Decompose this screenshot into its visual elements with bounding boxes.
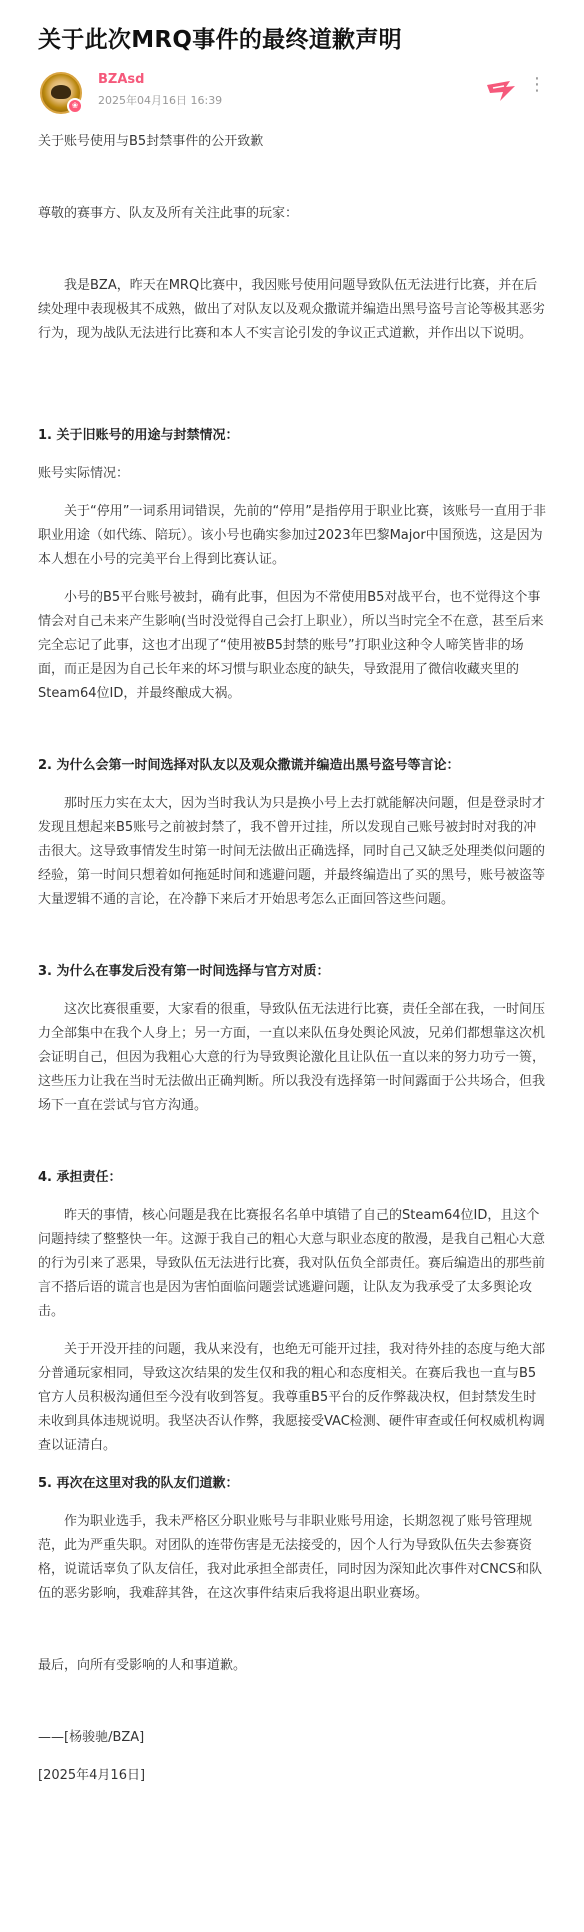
post-date: 2025年04月16日 16:39: [98, 94, 223, 107]
signature: ——[杨骏驰/BZA]: [38, 1730, 145, 1745]
section-2-title: 2. 为什么会第一时间选择对队友以及观众撒谎并编造出黑号盗号等言论：: [38, 758, 460, 773]
author-bar: [38, 70, 546, 130]
section-4-title: 4. 承担责任：: [38, 1170, 122, 1185]
section-2-paragraph-1: 那时压力实在太大，因为当时我认为只是换小号上去打就能解决问题，但是登录时才发现且想起来B5账号之前被封禁了，我不曾开过挂，所以发现自己账号被封时对我的冲击很大。这导致事情发生时第一时间无法做出正确选择，同时自己又缺乏处理类似问题的经验，第一时间只想着如何拖延时间和逃避问题，并最终编造出了买的黑号，账号被盗等大量逻辑不通的言论，在冷静下来后才开始思考怎么正面回答这些问题。: [38, 796, 546, 907]
signature-date: [2025年4月16日]: [38, 1768, 146, 1783]
article-body: [38, 130, 546, 1788]
avatar-badge-icon: ❀: [67, 98, 83, 114]
author-name[interactable]: BZAsd: [98, 72, 145, 87]
section-1-subtitle: 账号实际情况：: [38, 466, 130, 481]
section-3-paragraph-1: 这次比赛很重要，大家看的很重，导致队伍无法进行比赛，责任全部在我，一时间压力全部集中在我个人身上；另一方面，一直以来队伍身处舆论风波，兄弟们都想靠这次机会证明自己，但因为我粗心大意的行为导致舆论激化且让队伍一直以来的努力功亏一篑，这些压力让我在当时无法做出正确判断。所以我没有选择第一时间露面于公共场合，但我场下一直在尝试与官方沟通。: [38, 1002, 546, 1113]
brand-logo-icon[interactable]: [484, 78, 518, 104]
section-5-paragraph-1: 作为职业选手，我未严格区分职业账号与非职业账号用途，长期忽视了账号管理规范，此为严重失职。对团队的连带伤害是无法接受的，因个人行为导致队伍失去参赛资格，说谎话辜负了队友信任，我对此承担全部责任，同时因为深知此次事件对CNCS和队伍的恶劣影响，我难辞其咎，在这次事件结束后我将退出职业赛场。: [38, 1514, 543, 1601]
opening-paragraph: 我是BZA，昨天在MRQ比赛中，我因账号使用问题导致队伍无法进行比赛，并在后续处理中表现极其不成熟，做出了对队友以及观众撒谎并编造出黑号盗号言论等极其恶劣行为，现为战队无法进行比赛和本人不实言论引发的争议正式道歉，并作出以下说明。: [38, 278, 546, 341]
section-1-paragraph-1: 关于“停用”一词系用词错误，先前的“停用”是指停用于职业比赛，该账号一直用于非职业用途（如代练、陪玩）。该小号也确实参加过2023年巴黎Major中国预选，这是因为本人想在小号的完美平台上得到比赛认证。: [38, 504, 546, 567]
section-3-title: 3. 为什么在事发后没有第一时间选择与官方对质：: [38, 964, 330, 979]
section-4-paragraph-2: 关于开没开挂的问题，我从来没有，也绝无可能开过挂，我对待外挂的态度与绝大部分普通玩家相同，导致这次结果的发生仅和我的粗心和态度相关。在赛后我也一直与B5官方人员积极沟通但至今没有收到答复。我尊重B5平台的反作弊裁决权，但封禁发生时未收到具体违规说明。我坚决否认作弊，我愿接受VAC检测、硬件审查或任何权威机构调查以证清白。: [38, 1342, 546, 1453]
greeting: 尊敬的赛事方、队友及所有关注此事的玩家：: [38, 206, 299, 221]
closing-line: 最后，向所有受影响的人和事道歉。: [38, 1658, 247, 1673]
section-1-paragraph-2: 小号的B5平台账号被封，确有此事，但因为不常使用B5对战平台，也不觉得这个事情会对自己未来产生影响(当时没觉得自己会打上职业），所以当时完全不在意，甚至后来完全忘记了此事，这也才出现了“使用被B5封禁的账号”打职业这种令人啼笑皆非的场面，而正是因为自己长年来的坏习惯与职业态度的缺失，导致混用了微信收藏夹里的Steam64位ID，并最终酿成大祸。: [38, 590, 544, 701]
more-options-icon[interactable]: ⋮: [528, 74, 546, 95]
section-5-title: 5. 再次在这里对我的队友们道歉：: [38, 1476, 239, 1491]
article-title: 关于此次MRQ事件的最终道歉声明: [38, 27, 402, 53]
section-1-title: 1. 关于旧账号的用途与封禁情况：: [38, 428, 239, 443]
avatar-figure: [51, 85, 71, 99]
intro-title: 关于账号使用与B5封禁事件的公开致歉: [38, 134, 264, 149]
section-4-paragraph-1: 昨天的事情，核心问题是我在比赛报名名单中填错了自己的Steam64位ID，且这个问题持续了整整快一年。这源于我自己的粗心大意与职业态度的散漫，是我自己粗心大意的行为引来了恶果，导致队伍无法进行比赛，我对队伍负全部责任。赛后编造出的那些前言不搭后语的谎言也是因为害怕面临问题尝试逃避问题，让队友为我承受了太多舆论攻击。: [38, 1208, 546, 1319]
